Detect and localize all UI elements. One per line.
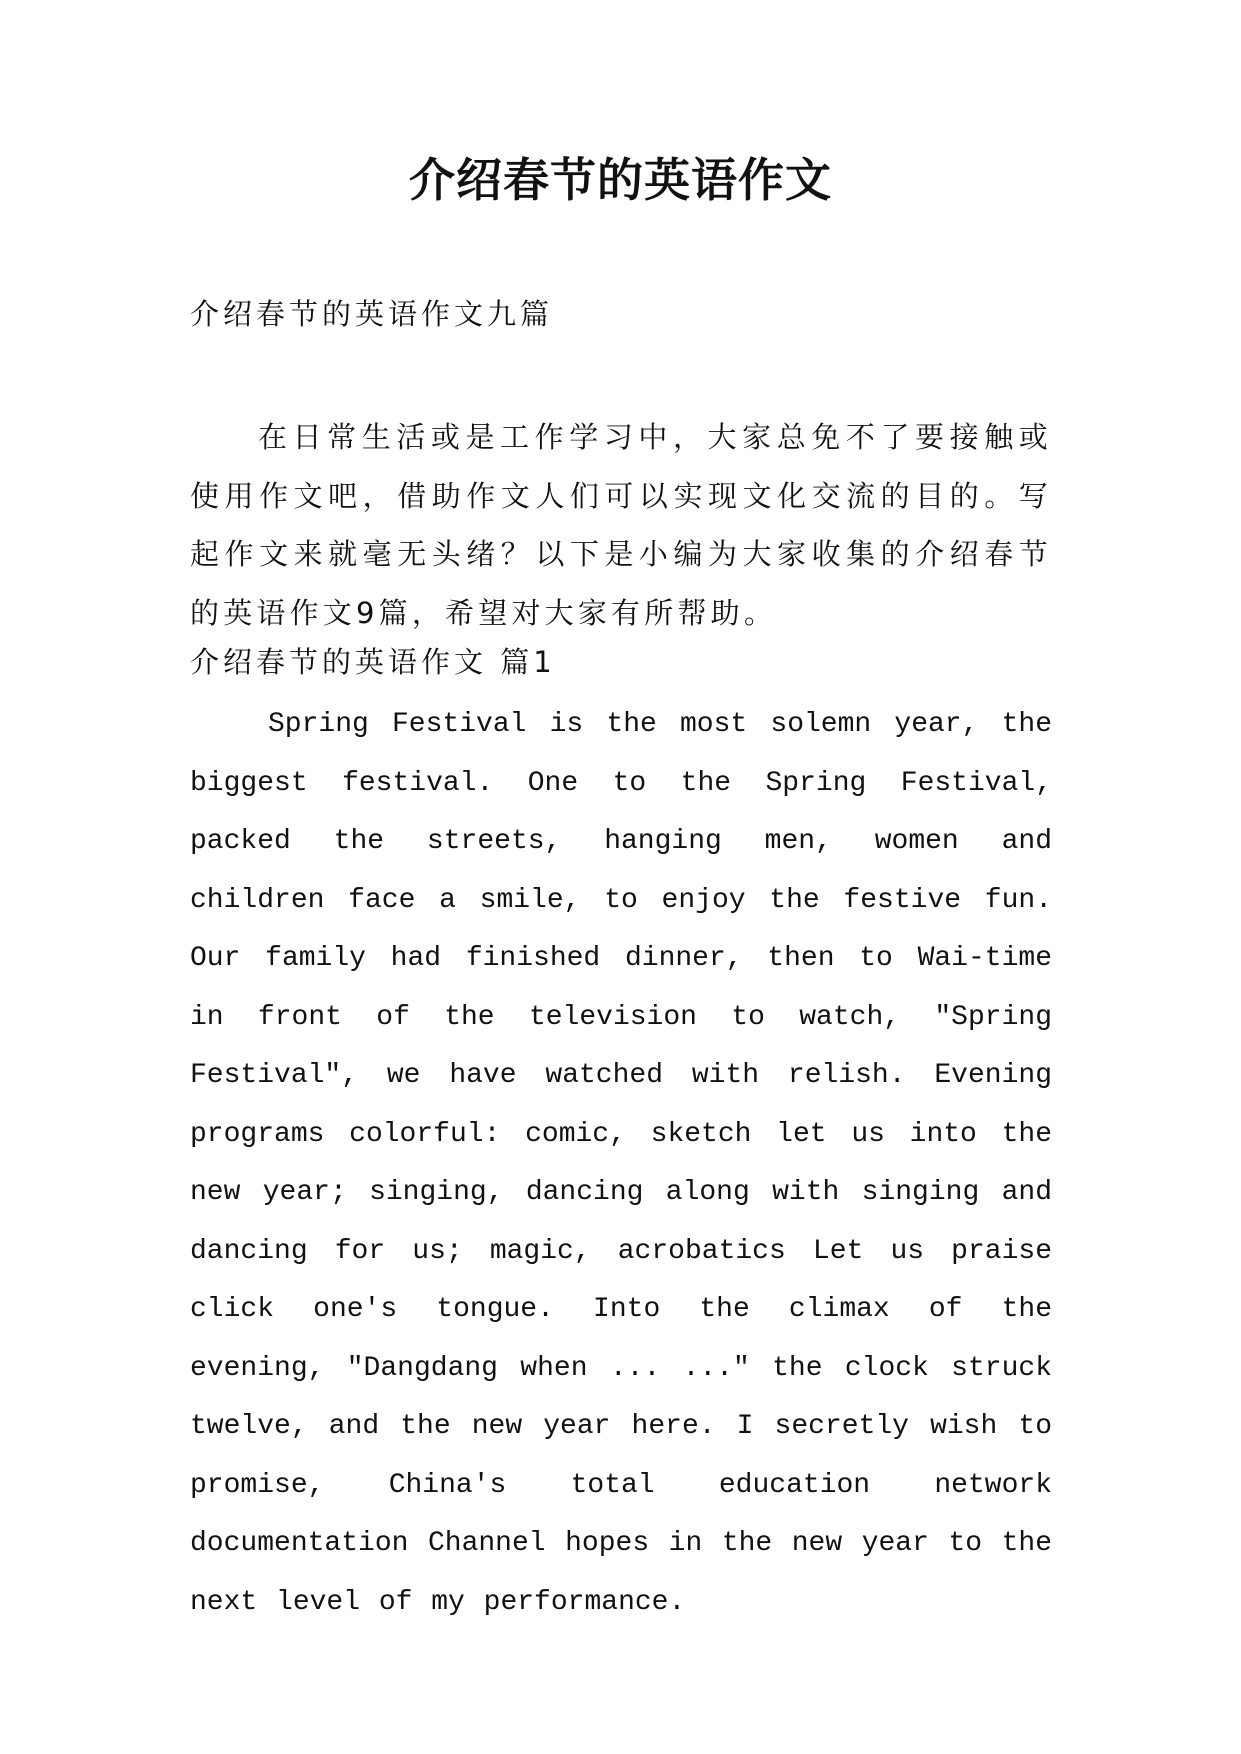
document-subtitle: 介绍春节的英语作文九篇 [190,297,554,331]
essay-paragraph: Spring Festival is the most solemn year, the biggest festival. One to the Spring Festival, packed the streets, hanging men, women and children face a smile, to enjoy the festive fun. Our family had finished dinner, then to Wai-time in front of the television to watch, "Spring Festival", we have watched with relish. Evening programs colorful: comic, sketch let us into the new year; singing, dancing along with singing and dancing for us; magic, acrobatics Let us praise click one's tongue. Into the climax of the evening, "Dangdang when ... ..." the clock struck twelve, and the new year here. I secretly wish to promise, China's total education network documentation Channel hopes in the new year to the next level of my performance. [190,709,1052,1618]
section-heading: 介绍春节的英语作文 篇1 [190,645,556,679]
document-title: 介绍春节的英语作文 [409,153,832,207]
intro-paragraph: 在日常生活或是工作学习中，大家总免不了要接触或使用作文吧，借助作文人们可以实现文化交流的目的。写起作文来就毫无头绪？以下是小编为大家收集的介绍春节的英语作文9篇，希望对大家有所帮助。 [190,420,1052,630]
